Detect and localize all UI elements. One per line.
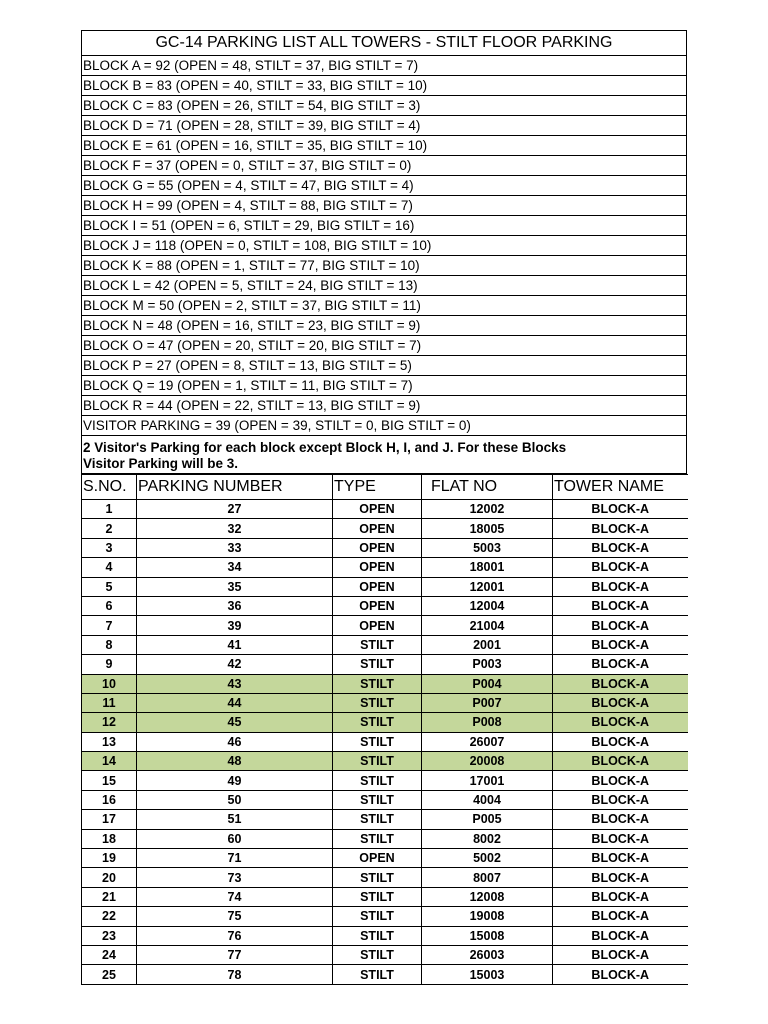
type-cell: STILT: [333, 752, 422, 771]
sno-cell: 11: [82, 693, 137, 712]
type-cell: OPEN: [333, 849, 422, 868]
flat-no-cell: 8007: [422, 868, 553, 887]
sheet-title: GC-14 PARKING LIST ALL TOWERS - STILT FLOOR PARKING: [82, 31, 686, 56]
flat-no-cell: 17001: [422, 771, 553, 790]
table-row: [82, 752, 688, 771]
block-summary-row: BLOCK I = 51 (OPEN = 6, STILT = 29, BIG STILT = 16): [82, 216, 686, 236]
type-cell: STILT: [333, 926, 422, 945]
table-row: [82, 635, 688, 654]
flat-no-cell: 26007: [422, 732, 553, 751]
block-summary-row: BLOCK L = 42 (OPEN = 5, STILT = 24, BIG STILT = 13): [82, 276, 686, 296]
type-cell: STILT: [333, 693, 422, 712]
sno-cell: 6: [82, 596, 137, 615]
table-header-row: [82, 475, 688, 500]
type-cell: OPEN: [333, 616, 422, 635]
block-summary-row: VISITOR PARKING = 39 (OPEN = 39, STILT = 0, BIG STILT = 0): [82, 416, 686, 436]
visitor-note-line-2: Visitor Parking will be 3.: [83, 456, 239, 471]
tower-name-cell: BLOCK-A: [553, 674, 688, 693]
table-row: [82, 558, 688, 577]
parking-number-cell: 75: [137, 907, 333, 926]
tower-name-cell: BLOCK-A: [553, 655, 688, 674]
table-row: [82, 965, 688, 984]
block-summary-row: BLOCK G = 55 (OPEN = 4, STILT = 47, BIG STILT = 4): [82, 176, 686, 196]
parking-number-cell: 36: [137, 596, 333, 615]
table-row: [82, 596, 688, 615]
tower-name-cell: BLOCK-A: [553, 519, 688, 538]
sno-cell: 5: [82, 577, 137, 596]
parking-number-cell: 73: [137, 868, 333, 887]
block-summary-row: BLOCK M = 50 (OPEN = 2, STILT = 37, BIG STILT = 11): [82, 296, 686, 316]
flat-no-cell: 4004: [422, 790, 553, 809]
flat-no-cell: 2001: [422, 635, 553, 654]
parking-number-cell: 33: [137, 538, 333, 557]
parking-table: [81, 474, 688, 985]
column-header-type: TYPE: [333, 475, 422, 500]
parking-number-cell: 60: [137, 829, 333, 848]
tower-name-cell: BLOCK-A: [553, 635, 688, 654]
sno-cell: 15: [82, 771, 137, 790]
type-cell: OPEN: [333, 500, 422, 519]
column-header-sno: S.NO.: [82, 475, 137, 500]
type-cell: STILT: [333, 790, 422, 809]
parking-number-cell: 48: [137, 752, 333, 771]
sno-cell: 12: [82, 713, 137, 732]
tower-name-cell: BLOCK-A: [553, 693, 688, 712]
tower-name-cell: BLOCK-A: [553, 868, 688, 887]
tower-name-cell: BLOCK-A: [553, 926, 688, 945]
flat-no-cell: P004: [422, 674, 553, 693]
block-summary-row: BLOCK R = 44 (OPEN = 22, STILT = 13, BIG STILT = 9): [82, 396, 686, 416]
table-row: [82, 945, 688, 964]
flat-no-cell: 12002: [422, 500, 553, 519]
type-cell: STILT: [333, 945, 422, 964]
flat-no-cell: 8002: [422, 829, 553, 848]
tower-name-cell: BLOCK-A: [553, 907, 688, 926]
block-summary-row: BLOCK O = 47 (OPEN = 20, STILT = 20, BIG STILT = 7): [82, 336, 686, 356]
visitor-note-line-1: 2 Visitor's Parking for each block except Block H, I, and J. For these Blocks: [83, 440, 567, 455]
block-summary-row: BLOCK F = 37 (OPEN = 0, STILT = 37, BIG STILT = 0): [82, 156, 686, 176]
sno-cell: 24: [82, 945, 137, 964]
tower-name-cell: BLOCK-A: [553, 849, 688, 868]
block-summary-row: BLOCK K = 88 (OPEN = 1, STILT = 77, BIG STILT = 10): [82, 256, 686, 276]
parking-number-cell: 34: [137, 558, 333, 577]
parking-number-cell: 46: [137, 732, 333, 751]
block-summary-row: BLOCK Q = 19 (OPEN = 1, STILT = 11, BIG STILT = 7): [82, 376, 686, 396]
sno-cell: 22: [82, 907, 137, 926]
block-summary-row: BLOCK H = 99 (OPEN = 4, STILT = 88, BIG STILT = 7): [82, 196, 686, 216]
block-summary-row: BLOCK N = 48 (OPEN = 16, STILT = 23, BIG STILT = 9): [82, 316, 686, 336]
flat-no-cell: 26003: [422, 945, 553, 964]
type-cell: STILT: [333, 655, 422, 674]
tower-name-cell: BLOCK-A: [553, 577, 688, 596]
column-header-flat-no: FLAT NO: [422, 475, 553, 500]
sno-cell: 18: [82, 829, 137, 848]
flat-no-cell: P003: [422, 655, 553, 674]
sno-cell: 3: [82, 538, 137, 557]
parking-number-cell: 76: [137, 926, 333, 945]
type-cell: STILT: [333, 713, 422, 732]
parking-number-cell: 27: [137, 500, 333, 519]
parking-number-cell: 71: [137, 849, 333, 868]
table-row: [82, 538, 688, 557]
tower-name-cell: BLOCK-A: [553, 500, 688, 519]
type-cell: STILT: [333, 810, 422, 829]
parking-number-cell: 44: [137, 693, 333, 712]
type-cell: STILT: [333, 635, 422, 654]
sno-cell: 23: [82, 926, 137, 945]
sno-cell: 25: [82, 965, 137, 984]
tower-name-cell: BLOCK-A: [553, 713, 688, 732]
table-row: [82, 713, 688, 732]
table-row: [82, 829, 688, 848]
parking-number-cell: 42: [137, 655, 333, 674]
sno-cell: 8: [82, 635, 137, 654]
tower-name-cell: BLOCK-A: [553, 732, 688, 751]
sno-cell: 10: [82, 674, 137, 693]
sno-cell: 4: [82, 558, 137, 577]
table-row: [82, 790, 688, 809]
sno-cell: 13: [82, 732, 137, 751]
flat-no-cell: 12004: [422, 596, 553, 615]
type-cell: OPEN: [333, 596, 422, 615]
tower-name-cell: BLOCK-A: [553, 558, 688, 577]
table-row: [82, 810, 688, 829]
parking-number-cell: 50: [137, 790, 333, 809]
flat-no-cell: 21004: [422, 616, 553, 635]
tower-name-cell: BLOCK-A: [553, 965, 688, 984]
table-row: [82, 868, 688, 887]
tower-name-cell: BLOCK-A: [553, 596, 688, 615]
table-row: [82, 771, 688, 790]
summary-box: [81, 30, 687, 474]
flat-no-cell: P005: [422, 810, 553, 829]
tower-name-cell: BLOCK-A: [553, 887, 688, 906]
tower-name-cell: BLOCK-A: [553, 752, 688, 771]
sno-cell: 17: [82, 810, 137, 829]
parking-number-cell: 32: [137, 519, 333, 538]
flat-no-cell: 12008: [422, 887, 553, 906]
parking-sheet: [81, 30, 687, 985]
parking-number-cell: 39: [137, 616, 333, 635]
flat-no-cell: 19008: [422, 907, 553, 926]
type-cell: OPEN: [333, 558, 422, 577]
block-summary-row: BLOCK A = 92 (OPEN = 48, STILT = 37, BIG STILT = 7): [82, 56, 686, 76]
block-summary-row: BLOCK P = 27 (OPEN = 8, STILT = 13, BIG STILT = 5): [82, 356, 686, 376]
tower-name-cell: BLOCK-A: [553, 945, 688, 964]
block-summary-list: [82, 56, 686, 436]
tower-name-cell: BLOCK-A: [553, 538, 688, 557]
sno-cell: 2: [82, 519, 137, 538]
flat-no-cell: 20008: [422, 752, 553, 771]
table-row: [82, 887, 688, 906]
parking-number-cell: 35: [137, 577, 333, 596]
parking-number-cell: 77: [137, 945, 333, 964]
type-cell: STILT: [333, 771, 422, 790]
sno-cell: 9: [82, 655, 137, 674]
sno-cell: 7: [82, 616, 137, 635]
type-cell: STILT: [333, 907, 422, 926]
table-row: [82, 907, 688, 926]
type-cell: STILT: [333, 887, 422, 906]
block-summary-row: BLOCK D = 71 (OPEN = 28, STILT = 39, BIG STILT = 4): [82, 116, 686, 136]
table-row: [82, 519, 688, 538]
table-row: [82, 674, 688, 693]
flat-no-cell: 15003: [422, 965, 553, 984]
block-summary-row: BLOCK B = 83 (OPEN = 40, STILT = 33, BIG STILT = 10): [82, 76, 686, 96]
tower-name-cell: BLOCK-A: [553, 616, 688, 635]
block-summary-row: BLOCK E = 61 (OPEN = 16, STILT = 35, BIG STILT = 10): [82, 136, 686, 156]
table-row: [82, 849, 688, 868]
parking-number-cell: 41: [137, 635, 333, 654]
sno-cell: 1: [82, 500, 137, 519]
tower-name-cell: BLOCK-A: [553, 829, 688, 848]
flat-no-cell: 5003: [422, 538, 553, 557]
parking-number-cell: 51: [137, 810, 333, 829]
type-cell: STILT: [333, 674, 422, 693]
type-cell: STILT: [333, 829, 422, 848]
flat-no-cell: 5002: [422, 849, 553, 868]
flat-no-cell: 18001: [422, 558, 553, 577]
table-row: [82, 926, 688, 945]
sno-cell: 14: [82, 752, 137, 771]
parking-number-cell: 43: [137, 674, 333, 693]
sno-cell: 16: [82, 790, 137, 809]
table-row: [82, 693, 688, 712]
table-row: [82, 655, 688, 674]
flat-no-cell: P007: [422, 693, 553, 712]
parking-number-cell: 45: [137, 713, 333, 732]
sno-cell: 19: [82, 849, 137, 868]
parking-number-cell: 49: [137, 771, 333, 790]
flat-no-cell: 18005: [422, 519, 553, 538]
table-row: [82, 577, 688, 596]
tower-name-cell: BLOCK-A: [553, 810, 688, 829]
block-summary-row: BLOCK C = 83 (OPEN = 26, STILT = 54, BIG STILT = 3): [82, 96, 686, 116]
column-header-tower-name: TOWER NAME: [553, 475, 688, 500]
tower-name-cell: BLOCK-A: [553, 771, 688, 790]
type-cell: STILT: [333, 868, 422, 887]
flat-no-cell: 15008: [422, 926, 553, 945]
flat-no-cell: P008: [422, 713, 553, 732]
tower-name-cell: BLOCK-A: [553, 790, 688, 809]
type-cell: OPEN: [333, 519, 422, 538]
table-row: [82, 732, 688, 751]
column-header-parking-number: PARKING NUMBER: [137, 475, 333, 500]
type-cell: STILT: [333, 732, 422, 751]
sno-cell: 21: [82, 887, 137, 906]
type-cell: STILT: [333, 965, 422, 984]
table-row: [82, 500, 688, 519]
parking-number-cell: 74: [137, 887, 333, 906]
parking-number-cell: 78: [137, 965, 333, 984]
type-cell: OPEN: [333, 577, 422, 596]
sno-cell: 20: [82, 868, 137, 887]
block-summary-row: BLOCK J = 118 (OPEN = 0, STILT = 108, BIG STILT = 10): [82, 236, 686, 256]
flat-no-cell: 12001: [422, 577, 553, 596]
visitor-note: [82, 436, 686, 474]
table-row: [82, 616, 688, 635]
type-cell: OPEN: [333, 538, 422, 557]
